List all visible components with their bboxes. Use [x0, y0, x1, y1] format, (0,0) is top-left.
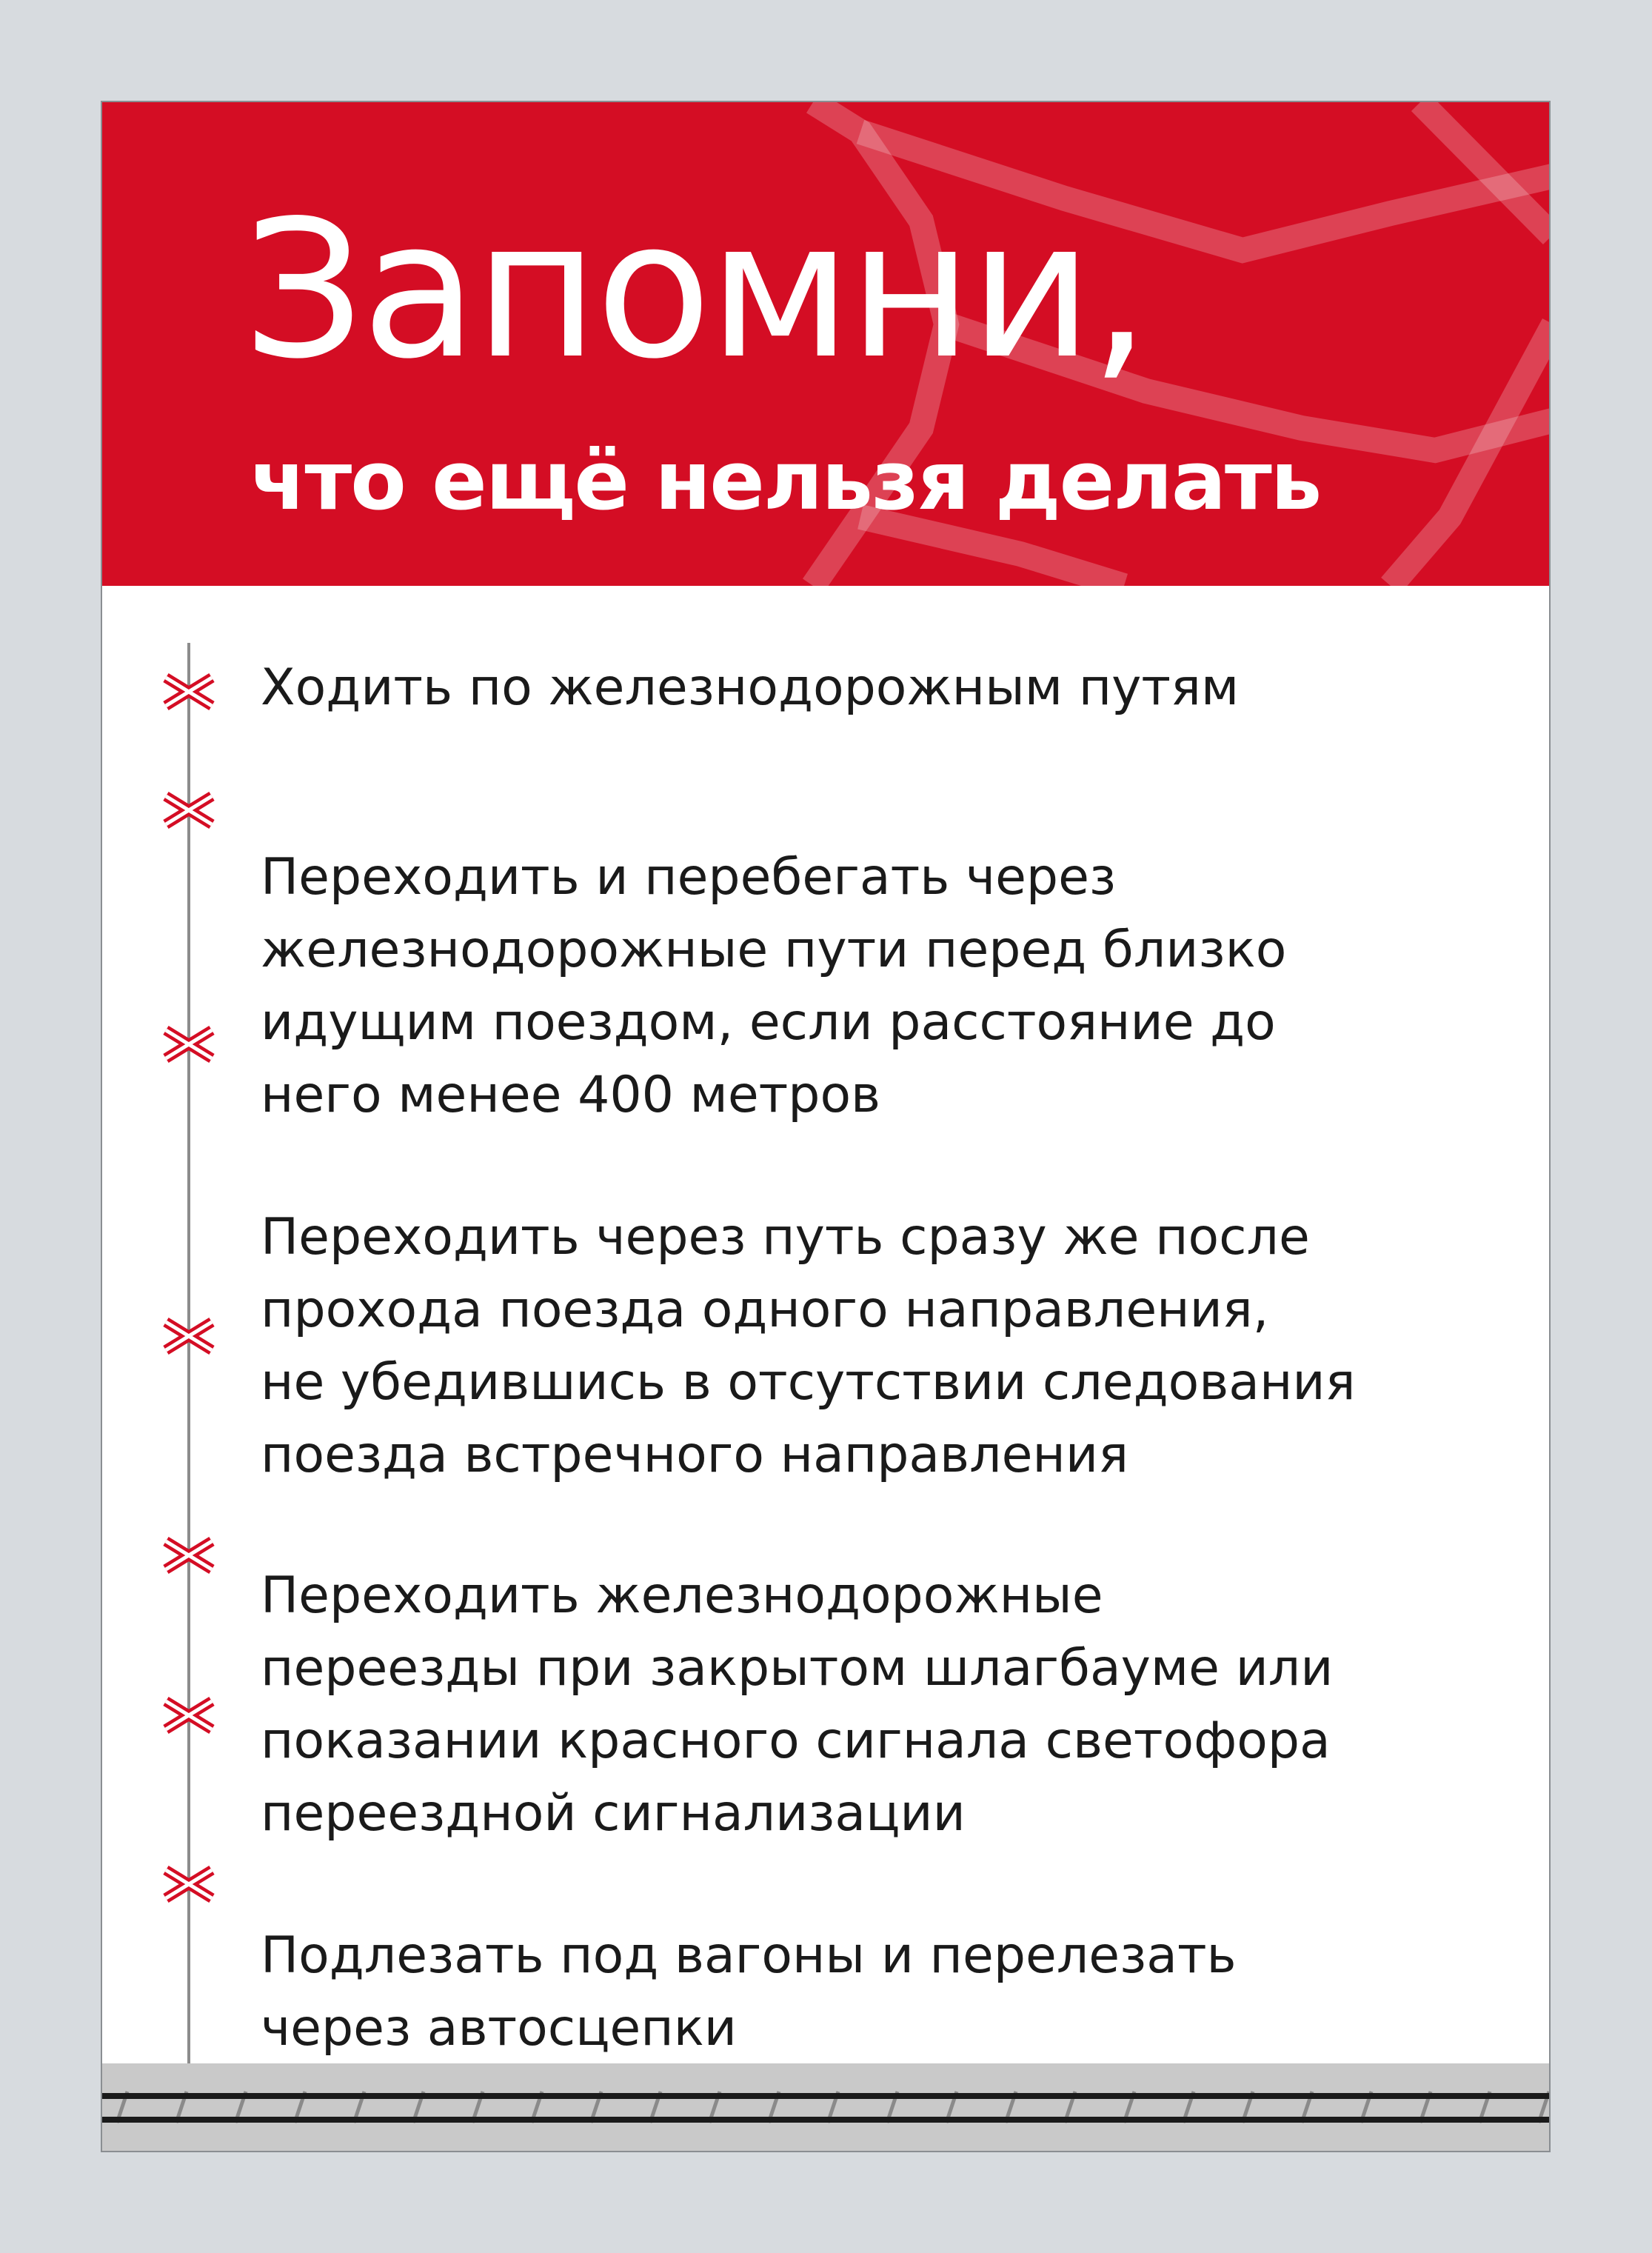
list-item: Переходить и перебегать через железнодорожные пути перед близко идущим поездом, если расстояние до него менее 400 метров	[261, 848, 1287, 1124]
railroad-crossing-icon	[161, 1026, 216, 1063]
railway-track	[102, 2063, 1551, 2152]
railroad-crossing-icon	[161, 1537, 216, 1574]
poster-title: Запомни,	[243, 180, 1148, 401]
poster-subtitle: что ещё нельзя делать	[250, 433, 1321, 528]
list-item: Подлезать под вагоны и перелезать через автосцепки	[261, 1926, 1237, 2057]
vertical-track-line	[187, 643, 190, 2080]
list-item: Ходить по железнодорожным путям	[261, 658, 1240, 717]
railroad-crossing-icon	[161, 673, 216, 710]
list-item: Переходить железнодорожные переезды при закрытом шлагбауме или показании красного сигнала светофора переездной сигнализации	[261, 1566, 1334, 1843]
railroad-crossing-icon	[161, 1866, 216, 1903]
list-item: Переходить через путь сразу же после прохода поезда одного направления, не убедившись в отсутствии следования поезда встречного направления	[261, 1208, 1356, 1484]
safety-poster	[101, 101, 1551, 2152]
poster-header	[102, 102, 1549, 586]
railroad-crossing-icon	[161, 1318, 216, 1355]
railroad-crossing-icon	[161, 1697, 216, 1734]
railroad-crossing-icon	[161, 792, 216, 829]
